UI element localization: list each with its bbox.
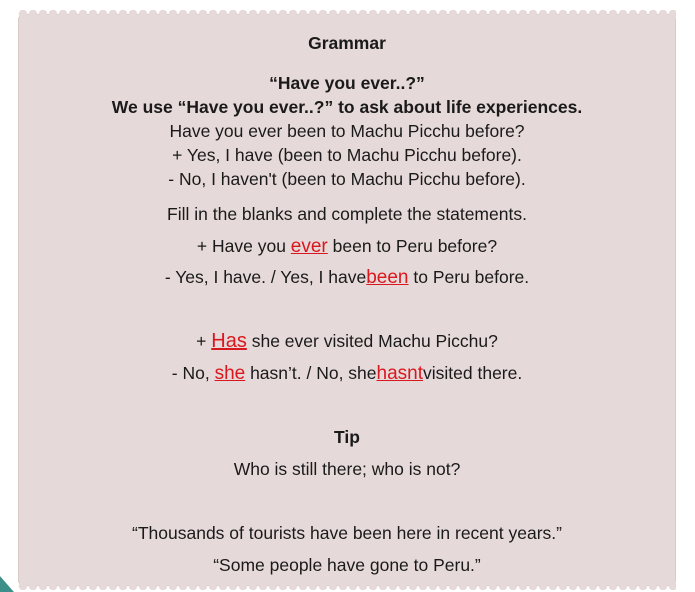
exercise-text: she ever visited Machu Picchu? xyxy=(246,331,498,351)
example-negative: - No, I haven't (been to Machu Picchu before). xyxy=(168,169,526,189)
subheading: We use “Have you ever..?” to ask about life experiences. xyxy=(111,97,583,117)
exercise-text: to Peru before. xyxy=(408,267,530,287)
exercise-line-3 xyxy=(18,330,676,352)
exercise-text: hasn’t. / No, she xyxy=(245,363,377,383)
exercise-text: - Yes, I have. / Yes, I have xyxy=(164,267,367,287)
tip-quote-2: “Some people have gone to Peru.” xyxy=(213,555,481,575)
corner-decoration-icon xyxy=(0,570,30,592)
heading: “Have you ever..?” xyxy=(269,73,425,93)
exercise-text: been to Peru before? xyxy=(327,236,498,256)
example-question: Have you ever been to Machu Picchu before? xyxy=(169,121,525,141)
exercise-line-1 xyxy=(18,235,676,258)
grammar-card xyxy=(18,14,676,586)
exercise-text: visited there. xyxy=(423,363,523,383)
tip-title: Tip xyxy=(334,427,360,447)
answer-been: been xyxy=(366,267,409,288)
answer-hasnt: hasnt xyxy=(376,363,424,384)
answer-ever: ever xyxy=(290,236,328,257)
instruction: Fill in the blanks and complete the statements. xyxy=(167,204,527,224)
exercise-line-4 xyxy=(18,362,676,385)
example-positive: + Yes, I have (been to Machu Picchu before). xyxy=(172,145,522,165)
tip-text: Who is still there; who is not? xyxy=(233,459,461,479)
exercise-text: + xyxy=(196,331,212,351)
tip-quote-1: “Thousands of tourists have been here in recent years.” xyxy=(132,523,562,543)
exercise-line-2 xyxy=(18,266,676,289)
answer-has: Has xyxy=(211,330,247,352)
card-title: Grammar xyxy=(308,33,386,53)
answer-she: she xyxy=(214,363,246,384)
exercise-text: + Have you xyxy=(196,236,291,256)
exercise-text: - No, xyxy=(171,363,215,383)
